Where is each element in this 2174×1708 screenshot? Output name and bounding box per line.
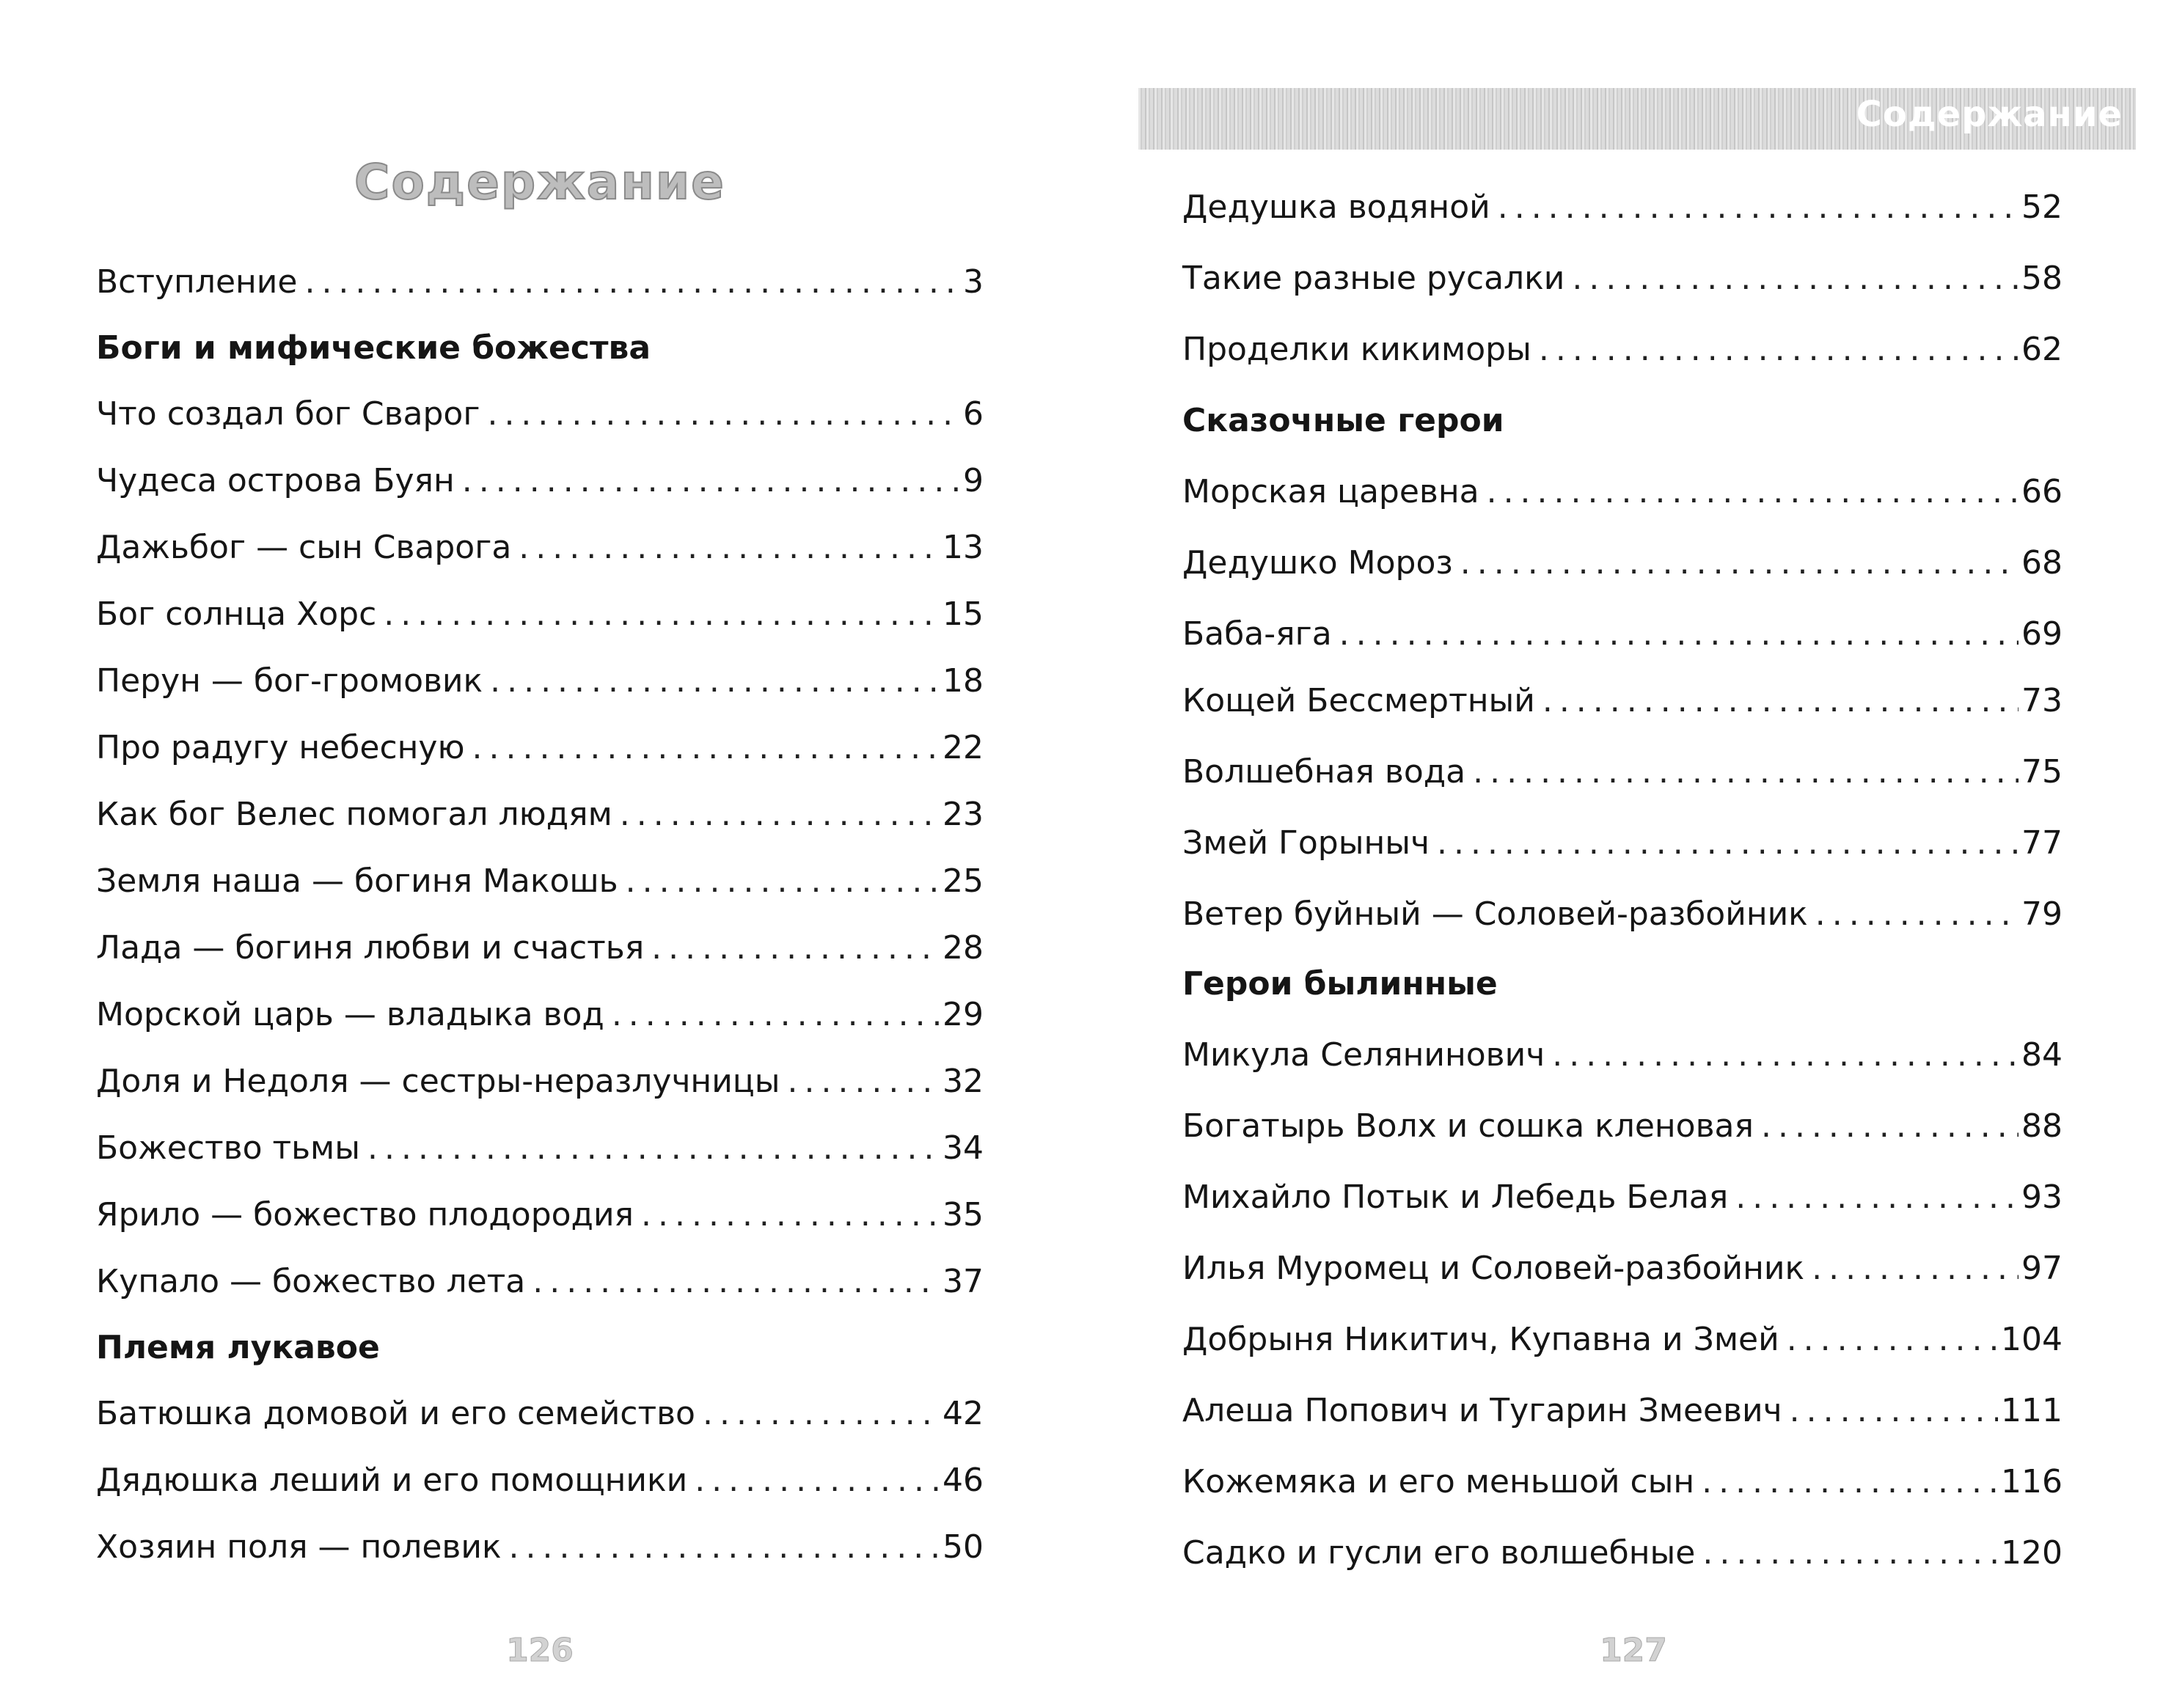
toc-entry-label: Садко и гусли его волшебные bbox=[1182, 1534, 1696, 1572]
toc-entry-page: 79 bbox=[2021, 895, 2063, 933]
leader-dots bbox=[1702, 1524, 1998, 1583]
toc-entry[interactable] bbox=[1182, 1239, 2063, 1298]
toc-entry-page: 29 bbox=[943, 996, 984, 1033]
leader-dots bbox=[304, 253, 960, 312]
toc-entry-label: Богатырь Волх и сошка кленовая bbox=[1182, 1107, 1754, 1145]
toc-entry-label: Илья Муромец и Соловей-разбойник bbox=[1182, 1250, 1805, 1287]
page-number: 126 bbox=[506, 1632, 574, 1669]
toc-entry-page: 23 bbox=[943, 796, 984, 833]
toc-entry-page: 104 bbox=[2001, 1321, 2063, 1358]
toc-entry-page: 34 bbox=[943, 1129, 984, 1167]
toc-entry-label: Божество тьмы bbox=[96, 1129, 360, 1167]
leader-dots bbox=[1339, 605, 2019, 664]
toc-entry[interactable] bbox=[1182, 672, 2063, 730]
toc-entry[interactable] bbox=[96, 1052, 984, 1111]
leader-dots bbox=[367, 1119, 940, 1178]
toc-entry[interactable] bbox=[1182, 463, 2063, 521]
leader-dots bbox=[1487, 463, 2019, 521]
toc-entry-label: Дажьбог — сын Сварога bbox=[96, 529, 512, 566]
toc-entry[interactable] bbox=[1182, 814, 2063, 873]
leader-dots bbox=[1812, 1239, 2019, 1298]
toc-entry-page: 25 bbox=[943, 862, 984, 900]
toc-entry[interactable] bbox=[96, 785, 984, 844]
section-title: Герои былинные bbox=[1182, 965, 1498, 1003]
toc-entry-page: 50 bbox=[943, 1528, 984, 1566]
leader-dots bbox=[626, 852, 940, 911]
toc-entry[interactable] bbox=[1182, 1453, 2063, 1511]
toc-entry[interactable] bbox=[1182, 1097, 2063, 1156]
leader-dots bbox=[1572, 249, 2019, 308]
toc-entry-label: Добрыня Никитич, Купавна и Змей bbox=[1182, 1321, 1779, 1358]
leader-dots bbox=[462, 452, 960, 510]
toc-entry-page: 66 bbox=[2021, 473, 2063, 510]
toc-entry-page: 35 bbox=[943, 1196, 984, 1234]
toc-entry-label: Алеша Попович и Тугарин Змеевич bbox=[1182, 1392, 1782, 1429]
leader-dots bbox=[509, 1518, 940, 1577]
toc-entry-label: Дядюшка леший и его помощники bbox=[96, 1462, 688, 1499]
toc-entry[interactable] bbox=[1182, 1026, 2063, 1085]
section-title: Племя лукавое bbox=[96, 1329, 380, 1366]
toc-entry[interactable] bbox=[96, 1385, 984, 1443]
toc-entry-page: 32 bbox=[943, 1063, 984, 1100]
toc-entry-page: 46 bbox=[943, 1462, 984, 1499]
toc-entry[interactable] bbox=[96, 652, 984, 711]
toc-entry-label: Про радугу небесную bbox=[96, 729, 465, 766]
toc-entry[interactable] bbox=[96, 719, 984, 777]
toc-entry[interactable] bbox=[96, 852, 984, 911]
toc-entry-page: 3 bbox=[963, 263, 984, 301]
toc-entry[interactable] bbox=[96, 518, 984, 577]
leader-dots bbox=[1790, 1382, 1998, 1440]
toc-entry[interactable] bbox=[96, 585, 984, 644]
toc-entry-label: Дедушко Мороз bbox=[1182, 544, 1453, 582]
toc-entry-page: 88 bbox=[2021, 1107, 2063, 1145]
toc-entry-label: Волшебная вода bbox=[1182, 753, 1466, 791]
leader-dots bbox=[519, 518, 940, 577]
toc-entry-page: 62 bbox=[2021, 331, 2063, 368]
toc-entry[interactable] bbox=[1182, 885, 2063, 944]
toc-entry[interactable] bbox=[1182, 534, 2063, 593]
running-header-title: Содержание bbox=[1856, 94, 2123, 135]
leader-dots bbox=[788, 1052, 940, 1111]
toc-entry-label: Дедушка водяной bbox=[1182, 188, 1490, 226]
toc-entry-label: Ярило — божество плодородия bbox=[96, 1196, 634, 1234]
toc-entry-label: Проделки кикиморы bbox=[1182, 331, 1531, 368]
leader-dots bbox=[490, 652, 940, 711]
toc-entry[interactable] bbox=[1182, 1524, 2063, 1583]
toc-entry-label: Кожемяка и его меньшой сын bbox=[1182, 1463, 1695, 1500]
leader-dots bbox=[487, 385, 960, 444]
page-title: Содержание bbox=[354, 154, 725, 210]
toc-entry-page: 13 bbox=[943, 529, 984, 566]
toc-entry-page: 42 bbox=[943, 1395, 984, 1432]
leader-dots bbox=[612, 986, 940, 1044]
toc-entry[interactable] bbox=[96, 1186, 984, 1245]
toc-entry-page: 37 bbox=[943, 1263, 984, 1300]
toc-entry[interactable] bbox=[96, 986, 984, 1044]
toc-entry[interactable] bbox=[96, 1253, 984, 1311]
leader-dots bbox=[532, 1253, 940, 1311]
page-number: 127 bbox=[1600, 1632, 1667, 1669]
toc-entry-label: Морской царь — владыка вод bbox=[96, 996, 604, 1033]
toc-entry[interactable] bbox=[1182, 605, 2063, 664]
toc-entry-page: 52 bbox=[2021, 188, 2063, 226]
toc-entry-label: Чудеса острова Буян bbox=[96, 462, 455, 499]
toc-entry-label: Как бог Велес помогал людям bbox=[96, 796, 612, 833]
toc-entry[interactable] bbox=[1182, 249, 2063, 308]
section-title: Боги и мифические божества bbox=[96, 329, 651, 367]
toc-entry-page: 97 bbox=[2021, 1250, 2063, 1287]
toc-entry-label: Змей Горыныч bbox=[1182, 824, 1430, 862]
toc-entry[interactable] bbox=[96, 253, 984, 312]
toc-entry-page: 69 bbox=[2021, 615, 2063, 653]
leader-dots bbox=[651, 919, 940, 978]
toc-entry-label: Лада — богиня любви и счастья bbox=[96, 929, 645, 967]
leader-dots bbox=[1473, 743, 2019, 802]
toc-entry-page: 58 bbox=[2021, 260, 2063, 297]
toc-entry[interactable] bbox=[96, 919, 984, 978]
toc-entry-page: 9 bbox=[963, 462, 984, 499]
toc-entry-label: Ветер буйный — Соловей-разбойник bbox=[1182, 895, 1808, 933]
toc-entry[interactable] bbox=[96, 1451, 984, 1510]
leader-dots bbox=[1437, 814, 2019, 873]
leader-dots bbox=[695, 1451, 940, 1510]
toc-entry[interactable] bbox=[96, 385, 984, 444]
toc-entry[interactable] bbox=[1182, 1168, 2063, 1227]
toc-entry-label: Михайло Потык и Лебедь Белая bbox=[1182, 1179, 1729, 1216]
toc-entry-label: Морская царевна bbox=[1182, 473, 1479, 510]
leader-dots bbox=[472, 719, 940, 777]
leader-dots bbox=[1702, 1453, 1998, 1511]
leader-dots bbox=[1498, 178, 2019, 237]
toc-entry-label: Такие разные русалки bbox=[1182, 260, 1565, 297]
toc-entry-label: Хозяин поля — полевик bbox=[96, 1528, 502, 1566]
toc-entry-page: 84 bbox=[2021, 1036, 2063, 1074]
toc-entry[interactable] bbox=[1182, 1382, 2063, 1440]
toc-entry-page: 93 bbox=[2021, 1179, 2063, 1216]
toc-entry-page: 28 bbox=[943, 929, 984, 967]
toc-entry-page: 18 bbox=[943, 662, 984, 700]
toc-entry-label: Перун — бог-громовик bbox=[96, 662, 483, 700]
leader-dots bbox=[641, 1186, 940, 1245]
toc-entry-page: 75 bbox=[2021, 753, 2063, 791]
leader-dots bbox=[1815, 885, 2019, 944]
leader-dots bbox=[1761, 1097, 2019, 1156]
toc-entry[interactable] bbox=[96, 452, 984, 510]
toc-entry-page: 116 bbox=[2001, 1463, 2063, 1500]
leader-dots bbox=[1539, 320, 2019, 379]
toc-entry[interactable] bbox=[1182, 178, 2063, 237]
toc-entry-page: 68 bbox=[2021, 544, 2063, 582]
toc-entry-page: 111 bbox=[2001, 1392, 2063, 1429]
leader-dots bbox=[1542, 672, 2019, 730]
toc-entry-label: Купало — божество лета bbox=[96, 1263, 526, 1300]
toc-entry[interactable] bbox=[96, 1518, 984, 1577]
leader-dots bbox=[1552, 1026, 2019, 1085]
leader-dots bbox=[1787, 1311, 1998, 1369]
toc-entry-page: 120 bbox=[2001, 1534, 2063, 1572]
leader-dots bbox=[1735, 1168, 2019, 1227]
leader-dots bbox=[1460, 534, 2019, 593]
toc-entry-label: Микула Селянинович bbox=[1182, 1036, 1545, 1074]
toc-entry[interactable] bbox=[96, 1119, 984, 1178]
toc-entry-label: Бог солнца Хорс bbox=[96, 595, 377, 633]
toc-entry-page: 77 bbox=[2021, 824, 2063, 862]
toc-entry[interactable] bbox=[1182, 1311, 2063, 1369]
toc-entry-page: 73 bbox=[2021, 682, 2063, 719]
toc-entry[interactable] bbox=[1182, 320, 2063, 379]
toc-entry-page: 22 bbox=[943, 729, 984, 766]
toc-entry-label: Вступление bbox=[96, 263, 298, 301]
right-page bbox=[1087, 0, 2174, 1708]
toc-entry-label: Доля и Недоля — сестры-неразлучницы bbox=[96, 1063, 780, 1100]
leader-dots bbox=[703, 1385, 940, 1443]
toc-entry-page: 6 bbox=[963, 395, 984, 433]
toc-entry-label: Что создал бог Сварог bbox=[96, 395, 480, 433]
toc-entry-label: Кощей Бессмертный bbox=[1182, 682, 1535, 719]
toc-entry-label: Баба-яга bbox=[1182, 615, 1332, 653]
running-header bbox=[1138, 88, 2136, 150]
toc-entry-label: Земля наша — богиня Макошь bbox=[96, 862, 618, 900]
toc-entry-label: Батюшка домовой и его семейство bbox=[96, 1395, 695, 1432]
leader-dots bbox=[620, 785, 940, 844]
toc-entry-page: 15 bbox=[943, 595, 984, 633]
section-title: Сказочные герои bbox=[1182, 402, 1504, 439]
leader-dots bbox=[384, 585, 940, 644]
toc-entry[interactable] bbox=[1182, 743, 2063, 802]
